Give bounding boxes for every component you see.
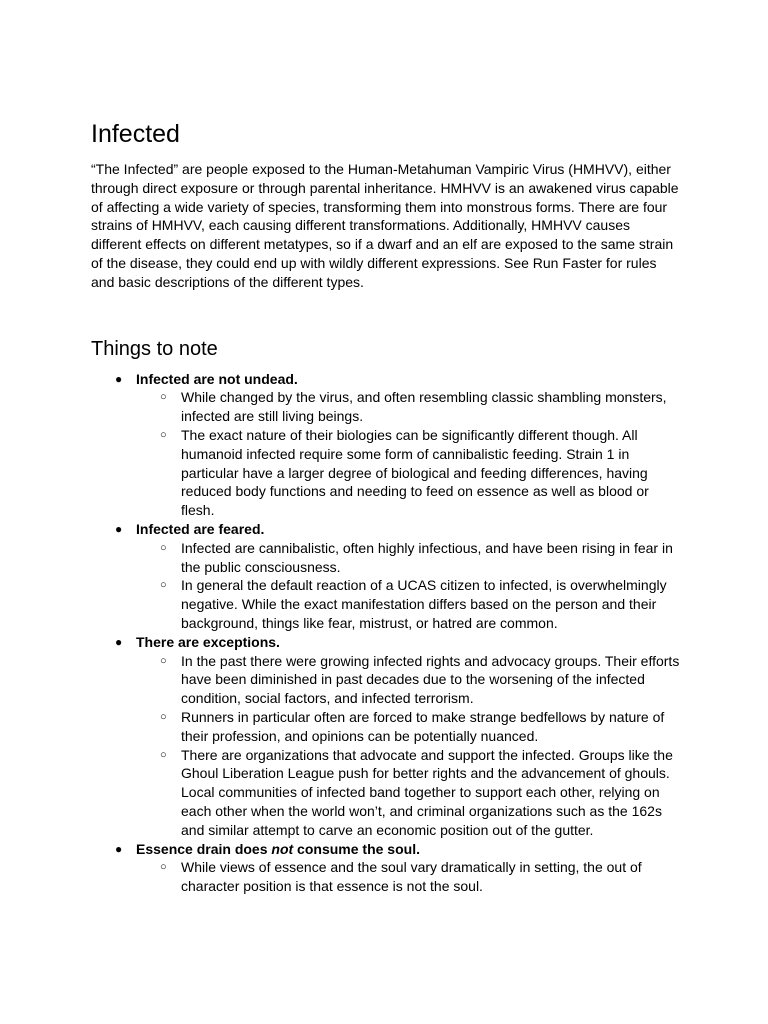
note-point: While changed by the virus, and often resembling classic shambling monsters, infected are still living beings. — [181, 389, 667, 425]
note-heading — [136, 841, 420, 857]
note-heading: There are exceptions. — [136, 633, 280, 650]
list-item — [91, 370, 681, 520]
bullet-icon: ● — [115, 521, 123, 536]
list-item — [136, 539, 681, 577]
list-item — [91, 520, 681, 633]
note-heading-emphasis: not — [271, 840, 294, 857]
note-point: In general the default reaction of a UCAS citizen to infected, is overwhelmingly negative. While the exact manifestation differs based on the person and their background, things like fear, mistrust, or hatred are common. — [181, 577, 667, 631]
note-heading: Infected are feared. — [136, 520, 265, 537]
sub-bullet-icon: ○ — [160, 579, 167, 592]
list-item — [136, 388, 681, 426]
sub-bullet-icon: ○ — [160, 654, 167, 667]
sub-bullet-icon: ○ — [160, 541, 167, 554]
list-item — [136, 858, 681, 896]
sub-list — [136, 858, 681, 896]
note-point: Infected are cannibalistic, often highly infectious, and have been rising in fear in the public consciousness. — [181, 539, 673, 575]
sub-list — [136, 539, 681, 633]
bullet-icon: ● — [115, 841, 123, 856]
sub-bullet-icon: ○ — [160, 748, 167, 761]
note-point: In the past there were growing infected rights and advocacy groups. Their efforts have been diminished in past decades due to the worsening of the infected condition, social factors, and infected terrorism. — [181, 652, 680, 707]
sub-bullet-icon: ○ — [160, 710, 167, 723]
note-point: There are organizations that advocate and support the infected. Groups like the Ghoul Liberation League push for better rights and the advancement of ghouls. Local communities of infected band together to support each other, relying on each other when the world won’t, and criminal organizations such as the 162s and similar attempt to carve an economic position out of the gutter. — [181, 746, 673, 838]
sub-bullet-icon: ○ — [160, 861, 167, 874]
list-item — [136, 576, 681, 632]
note-point: The exact nature of their biologies can be significantly different though. All humanoid infected require some form of cannibalistic feeding. Strain 1 in particular have a larger degree of biological and feeding differences, having reduced body functions and needing to feed on essence as well as blood or flesh. — [181, 426, 649, 519]
list-item — [91, 633, 681, 840]
note-heading: Infected are not undead. — [136, 370, 298, 387]
notes-list — [91, 370, 681, 896]
sub-bullet-icon: ○ — [160, 428, 167, 441]
sub-list — [136, 388, 681, 520]
document-page — [91, 118, 681, 896]
page-title: Infected — [91, 120, 180, 148]
bullet-icon: ● — [115, 634, 123, 649]
list-item — [136, 746, 681, 840]
note-point: Runners in particular often are forced to make strange bedfellows by nature of their profession, and opinions can be potentially nuanced. — [181, 708, 665, 744]
note-point: While views of essence and the soul vary dramatically in setting, the out of character position is that essence is not the soul. — [181, 859, 642, 895]
note-heading-end: consume the soul. — [293, 840, 420, 857]
sub-bullet-icon: ○ — [160, 391, 167, 404]
bullet-icon: ● — [115, 371, 123, 386]
section-title: Things to note — [91, 337, 218, 360]
intro-paragraph: “The Infected” are people exposed to the Human-Metahuman Vampiric Virus (HMHVV), either through direct exposure or through parental inheritance. HMHVV is an awakened virus capable of affecting a wide variety of species, transforming them into monstrous forms. There are four strains of HMHVV, each causing different transformations. Additionally, HMHVV causes different effects on different metatypes, so if a dwarf and an elf are exposed to the same strain of the disease, they could end up with wildly different expressions. See Run Faster for rules and basic descriptions of the different types. — [91, 161, 679, 290]
list-item — [136, 708, 681, 746]
sub-list — [136, 652, 681, 840]
list-item — [91, 840, 681, 896]
note-heading-start: Essence drain does — [136, 840, 272, 857]
list-item — [136, 652, 681, 708]
list-item — [136, 426, 681, 520]
